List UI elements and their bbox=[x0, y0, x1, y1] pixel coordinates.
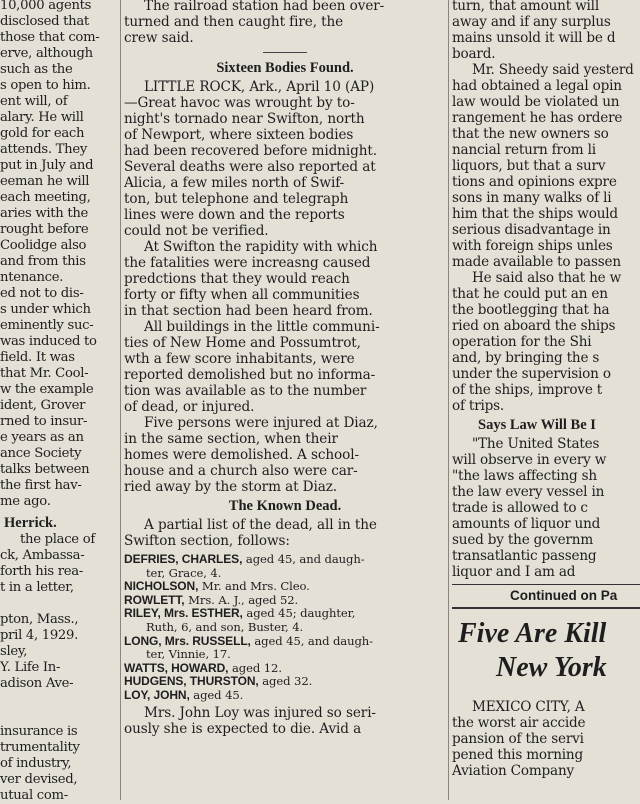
text-line: wth a few score inhabitants, were bbox=[124, 351, 355, 367]
text-line: rought before bbox=[0, 222, 89, 237]
text-line: the first hav- bbox=[0, 478, 82, 493]
text-line: gold for each bbox=[0, 126, 85, 141]
text-line: insurance is bbox=[0, 724, 78, 739]
dead-name: WATTS, HOWARD, bbox=[124, 660, 229, 675]
text-line: pton, Mass., bbox=[0, 612, 79, 627]
heading-sixteen-bodies-found: Sixteen Bodies Found. bbox=[216, 60, 354, 76]
text-line: attends. They bbox=[0, 142, 87, 157]
text-line: in the same section, when their bbox=[124, 431, 338, 447]
text-line: forth his rea- bbox=[0, 564, 84, 579]
text-line: Swifton section, follows: bbox=[124, 533, 290, 549]
text-line: MEXICO CITY, A bbox=[472, 699, 585, 715]
text-line: sued by the governm bbox=[452, 532, 594, 548]
dead-name: RILEY, Mrs. ESTHER, bbox=[124, 606, 243, 621]
text-line: night's tornado near Swifton, north bbox=[124, 111, 365, 127]
text-line: that Mr. Cool- bbox=[0, 366, 89, 381]
text-line: sley, bbox=[0, 644, 28, 659]
herrick-article-text bbox=[0, 532, 117, 804]
law-article-text bbox=[452, 436, 640, 580]
text-line: liquor and I am ad bbox=[452, 564, 576, 580]
text-line: At Swifton the rapidity with which bbox=[144, 239, 378, 255]
text-line: trumentality bbox=[0, 740, 80, 755]
tornado-article-text bbox=[124, 79, 446, 495]
text-line: eminently suc- bbox=[0, 318, 94, 333]
text-line: alary. He will bbox=[0, 110, 84, 125]
text-line: A partial list of the dead, all in the bbox=[144, 517, 377, 533]
text-line: made available to passen bbox=[452, 254, 621, 270]
section-divider bbox=[263, 52, 307, 53]
text-line: house and a church also were car- bbox=[124, 463, 358, 479]
text-line: Several deaths were also reported at bbox=[124, 159, 376, 175]
text-line: predctions that they would reach bbox=[124, 271, 350, 287]
text-line: ck, Ambassa- bbox=[0, 548, 85, 563]
text-line: of industry, bbox=[0, 756, 72, 771]
mexico-city-article-text bbox=[452, 699, 640, 779]
text-line: amounts of liquor und bbox=[452, 516, 601, 532]
text-line: ance Society bbox=[0, 446, 82, 461]
text-line: utual com- bbox=[0, 788, 68, 803]
text-line: s under which bbox=[0, 302, 91, 317]
dead-list-entry bbox=[124, 580, 446, 594]
text-line: lines were down and the reports bbox=[124, 207, 345, 223]
text-line: ed not to dis- bbox=[0, 286, 84, 301]
column-center bbox=[124, 0, 446, 737]
continued-on-page-label: Continued on Pa bbox=[452, 584, 640, 609]
railroad-paragraph bbox=[124, 0, 446, 46]
text-line: could not be verified. bbox=[124, 223, 269, 239]
dead-details: Mrs. A. J., aged 52. bbox=[184, 592, 299, 607]
text-line: the bootlegging that ha bbox=[452, 302, 610, 318]
dead-name: NICHOLSON, bbox=[124, 579, 199, 594]
text-line: homes were demolished. A school- bbox=[124, 447, 359, 463]
text-line: board. bbox=[452, 46, 496, 62]
column-rule-left bbox=[120, 0, 121, 800]
text-line: Aviation Company bbox=[452, 763, 574, 779]
dead-name: ROWLETT, bbox=[124, 592, 185, 607]
text-line: —Great havoc was wrought by to- bbox=[124, 95, 355, 111]
text-line: erve, although bbox=[0, 46, 93, 61]
text-line: trade is allowed to c bbox=[452, 500, 588, 516]
text-line: Alicia, a few miles north of Swif- bbox=[124, 175, 345, 191]
text-line: ton, but telephone and telegraph bbox=[124, 191, 349, 207]
column-left bbox=[0, 0, 117, 804]
dead-name: LOY, JOHN, bbox=[124, 687, 190, 702]
text-line: the place of bbox=[20, 532, 95, 547]
dead-list-entry bbox=[124, 567, 446, 581]
text-line: "the laws affecting sh bbox=[452, 468, 597, 484]
dead-name: HUDGENS, THURSTON, bbox=[124, 674, 259, 689]
text-line: pened this morning bbox=[452, 747, 583, 763]
text-line: of dead, or injured. bbox=[124, 399, 255, 415]
text-line: crew said. bbox=[124, 30, 194, 46]
text-line: adison Ave- bbox=[0, 676, 74, 691]
dead-details: aged 12. bbox=[228, 660, 282, 675]
text-line: of Newport, where sixteen bodies bbox=[124, 127, 354, 143]
text-line: talks between bbox=[0, 462, 90, 477]
dead-details: aged 45; daughter, bbox=[242, 606, 356, 621]
text-line: 10,000 agents bbox=[0, 0, 92, 13]
dead-details: ter, Grace, 4. bbox=[146, 565, 222, 580]
text-line: had obtained a legal opin bbox=[452, 78, 622, 94]
text-line: reported demolished but no informa- bbox=[124, 367, 376, 383]
dead-name: LONG, Mrs. RUSSELL, bbox=[124, 633, 251, 648]
text-line: ried away by the storm at Diaz. bbox=[124, 479, 337, 495]
text-line: operation for the Shi bbox=[452, 334, 592, 350]
text-line: He said also that he w bbox=[472, 270, 622, 286]
text-line: ties of New Home and Possumtrot, bbox=[124, 335, 361, 351]
dead-list-entry bbox=[124, 648, 446, 662]
text-line: s open to him. bbox=[0, 78, 91, 93]
text-line: of the ships, improve t bbox=[452, 382, 603, 398]
text-line: and from this bbox=[0, 254, 86, 269]
text-line: w the example bbox=[0, 382, 94, 397]
dead-list-entry bbox=[124, 553, 446, 567]
text-line: e years as an bbox=[0, 430, 84, 445]
text-line: rned to insur- bbox=[0, 414, 88, 429]
text-line bbox=[0, 596, 117, 612]
text-line: t in a letter, bbox=[0, 580, 74, 595]
dead-details: Ruth, 6, and son, Buster, 4. bbox=[146, 619, 304, 634]
text-line: the law every vessel in bbox=[452, 484, 605, 500]
text-line: Coolidge also bbox=[0, 238, 87, 253]
text-line: of trips. bbox=[452, 398, 505, 414]
headline-new-york: New York bbox=[496, 652, 607, 683]
text-line: in that section had been heard from. bbox=[124, 303, 373, 319]
text-line: The railroad station had been over- bbox=[144, 0, 385, 14]
dead-details: aged 45. bbox=[189, 687, 244, 702]
text-line: pansion of the servi bbox=[452, 731, 584, 747]
text-line: will observe in every w bbox=[452, 452, 607, 468]
dead-details: Mr. and Mrs. Cleo. bbox=[198, 579, 310, 594]
text-line: All buildings in the little communi- bbox=[144, 319, 380, 335]
text-line: eeman he will bbox=[0, 174, 90, 189]
dead-details: aged 45, and daugh- bbox=[250, 633, 373, 648]
text-line: transatlantic passeng bbox=[452, 548, 597, 564]
dead-name: DEFRIES, CHARLES, bbox=[124, 552, 243, 566]
heading-says-law-will-be: Says Law Will Be I bbox=[478, 417, 596, 433]
text-line: pril 4, 1929. bbox=[0, 628, 79, 643]
text-line: me ago. bbox=[0, 494, 51, 509]
text-line: Y. Life In- bbox=[0, 660, 61, 675]
text-line: law would be violated un bbox=[452, 94, 620, 110]
text-line: and, by bringing the s bbox=[452, 350, 600, 366]
dead-list-entry bbox=[124, 621, 446, 635]
text-line: ried on aboard the ships bbox=[452, 318, 616, 334]
dead-details: aged 32. bbox=[258, 674, 313, 689]
text-line: Mrs. John Loy was injured so seri- bbox=[144, 704, 376, 721]
text-line: under the supervision o bbox=[452, 366, 611, 382]
text-line: ident, Grover bbox=[0, 398, 86, 413]
text-line: liquors, but that a surv bbox=[452, 158, 606, 174]
text-line: sons in many walks of li bbox=[452, 190, 612, 206]
dead-details: ter, Vinnie, 17. bbox=[146, 647, 231, 662]
dead-list-entry bbox=[124, 594, 446, 608]
text-line: turn, that amount will bbox=[452, 0, 599, 14]
liquor-ships-article-text bbox=[452, 0, 640, 414]
text-line: forty or fifty when all communities bbox=[124, 287, 360, 303]
heading-known-dead: The Known Dead. bbox=[228, 498, 342, 514]
dead-list-entry bbox=[124, 689, 446, 703]
text-line: that the new owners so bbox=[452, 126, 609, 142]
headline-five-are-killed: Five Are Kill bbox=[458, 618, 607, 649]
text-line: tions and opinions expre bbox=[452, 174, 617, 190]
text-line: serious disadvantage in bbox=[452, 222, 611, 238]
text-line: Five persons were injured at Diaz, bbox=[144, 415, 378, 431]
column-right bbox=[452, 0, 640, 779]
insurance-article-text bbox=[0, 0, 117, 510]
text-line: the worst air accide bbox=[452, 715, 586, 731]
text-line: that he could put an en bbox=[452, 286, 608, 302]
text-line: Mr. Sheedy said yesterd bbox=[472, 62, 634, 78]
text-line: ent will, of bbox=[0, 94, 68, 109]
text-line: LITTLE ROCK, Ark., April 10 (AP) bbox=[144, 79, 375, 95]
text-line: the fatalities were increasng caused bbox=[124, 255, 371, 271]
dead-list-entry bbox=[124, 662, 446, 676]
text-line: turned and then caught fire, the bbox=[124, 14, 344, 30]
text-line bbox=[0, 708, 117, 724]
injury-paragraph bbox=[124, 705, 446, 737]
text-line: nancial return from li bbox=[452, 142, 596, 158]
text-line: aries with the bbox=[0, 206, 89, 221]
text-line: with foreign ships unles bbox=[452, 238, 613, 254]
text-line bbox=[0, 692, 117, 708]
text-line: had been recovered before midnight. bbox=[124, 143, 377, 159]
text-line: away and if any surplus bbox=[452, 14, 611, 30]
text-line: was induced to bbox=[0, 334, 97, 349]
text-line: ver devised, bbox=[0, 772, 78, 787]
column-rule-right bbox=[448, 0, 449, 800]
text-line: rangement he has ordere bbox=[452, 110, 623, 126]
text-line: put in July and bbox=[0, 158, 94, 173]
dead-list-entry bbox=[124, 635, 446, 649]
text-line: such as the bbox=[0, 62, 73, 77]
text-line: tion was available as to the number bbox=[124, 383, 367, 399]
dead-list-entry bbox=[124, 675, 446, 689]
text-line: ously she is expected to die. Avid a bbox=[124, 720, 362, 737]
dead-list bbox=[124, 553, 446, 703]
text-line: each meeting, bbox=[0, 190, 91, 205]
text-line: ntenance. bbox=[0, 270, 64, 285]
section-heading-herrick: Herrick. bbox=[4, 515, 57, 531]
text-line: mains unsold it will be d bbox=[452, 30, 616, 46]
text-line: disclosed that bbox=[0, 14, 89, 29]
text-line: "The United States bbox=[472, 436, 600, 452]
text-line: field. It was bbox=[0, 350, 75, 365]
dead-list-entry bbox=[124, 607, 446, 621]
text-line: those that com- bbox=[0, 30, 100, 45]
text-line: him that the ships would bbox=[452, 206, 618, 222]
dead-list-intro bbox=[124, 517, 446, 549]
dead-details: aged 45, and daugh- bbox=[242, 552, 365, 566]
